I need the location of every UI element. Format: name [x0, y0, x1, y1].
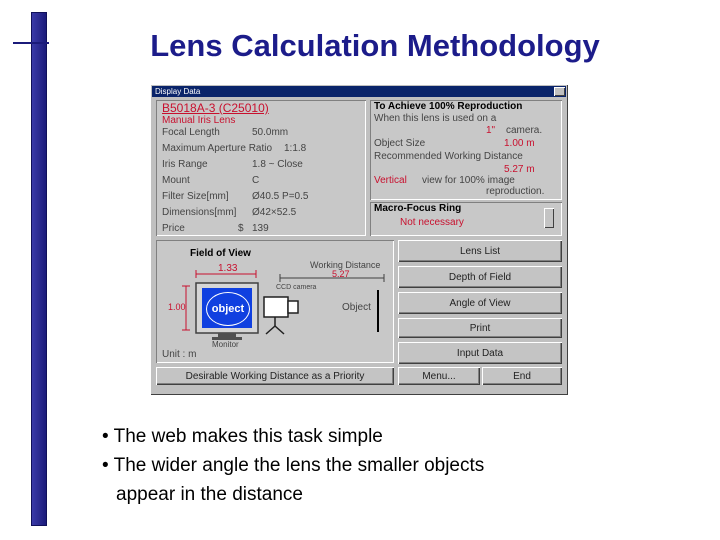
spec-value: 139 — [252, 223, 269, 234]
view-text: view for 100% image — [422, 175, 515, 186]
spec-value: 1:1.8 — [284, 143, 307, 154]
object-size-value: 1.00 m — [504, 138, 535, 149]
monitor-label: Monitor — [212, 340, 239, 349]
object-button[interactable]: object — [206, 292, 250, 326]
spec-label: Iris Range — [162, 159, 208, 170]
orientation-value: Vertical — [374, 175, 407, 186]
lens-model: B5018A-3 (C25010) — [162, 101, 269, 115]
slide-bullets — [102, 422, 484, 509]
spec-label: Price — [162, 223, 185, 234]
spec-value: 1.8 ~ Close — [252, 159, 303, 170]
camera-size: 1" — [486, 125, 496, 136]
window-titlebar — [152, 86, 566, 97]
angle-of-view-button[interactable]: Angle of View — [398, 292, 562, 314]
spec-label: Focal Length — [162, 127, 220, 138]
reproduction-heading: To Achieve 100% Reproduction — [374, 101, 523, 112]
recommended-label: Recommended Working Distance — [374, 151, 523, 162]
spec-value: Ø42×52.5 — [252, 207, 297, 218]
ccd-label: CCD camera — [276, 284, 317, 291]
fov-heading: Field of View — [190, 248, 251, 259]
macro-heading: Macro-Focus Ring — [374, 203, 462, 214]
spec-label: Maximum Aperture Ratio — [162, 143, 273, 154]
reproduction-panel — [370, 100, 562, 200]
unit-label: Unit : m — [162, 349, 197, 360]
fov-height: 1.00 — [168, 302, 186, 312]
field-of-view-panel — [156, 240, 394, 363]
macro-toggle[interactable] — [544, 208, 554, 228]
input-data-button[interactable]: Input Data — [398, 342, 562, 364]
spec-value: C — [252, 175, 260, 186]
reproduction-line1: When this lens is used on a — [374, 113, 497, 124]
slide-title: Lens Calculation Methodology — [150, 28, 600, 63]
working-distance-value: 5.27 — [332, 269, 350, 279]
end-button[interactable]: End — [482, 367, 562, 385]
working-distance-label: Working Distance — [310, 260, 381, 270]
window-title: Display Data — [155, 87, 201, 96]
display-data-window — [150, 84, 568, 395]
working-distance-priority-button[interactable]: Desirable Working Distance as a Priority — [156, 367, 394, 385]
object-label: Object — [342, 302, 371, 313]
print-button[interactable]: Print — [398, 318, 562, 338]
lens-list-button[interactable]: Lens List — [398, 240, 562, 262]
recommended-value: 5.27 m — [504, 164, 535, 175]
macro-value: Not necessary — [400, 217, 464, 228]
spec-label: Mount — [162, 175, 190, 186]
spec-label: Filter Size[mm] — [162, 191, 229, 202]
reproduction-text: reproduction. — [486, 186, 545, 197]
macro-panel — [370, 202, 562, 236]
depth-of-field-button[interactable]: Depth of Field — [398, 266, 562, 288]
bullet-item: • The wider angle the lens the smaller objects — [102, 455, 485, 476]
bullet-item: • The web makes this task simple — [102, 426, 383, 447]
spec-label: Dimensions[mm] — [162, 207, 237, 218]
bullet-item: appear in the distance — [116, 484, 303, 505]
lens-type: Manual Iris Lens — [162, 115, 236, 126]
close-icon[interactable] — [554, 87, 565, 96]
slide-side-bar — [31, 12, 47, 526]
spec-value: Ø40.5 P=0.5 — [252, 191, 309, 202]
lens-spec-panel — [156, 100, 366, 236]
menu-button[interactable]: Menu... — [398, 367, 480, 385]
spec-value: 50.0mm — [252, 127, 289, 138]
price-currency: $ — [238, 223, 244, 234]
fov-width: 1.33 — [218, 263, 238, 274]
fov-diagram — [156, 240, 394, 363]
object-size-label: Object Size — [374, 138, 426, 149]
camera-word: camera. — [506, 125, 543, 136]
